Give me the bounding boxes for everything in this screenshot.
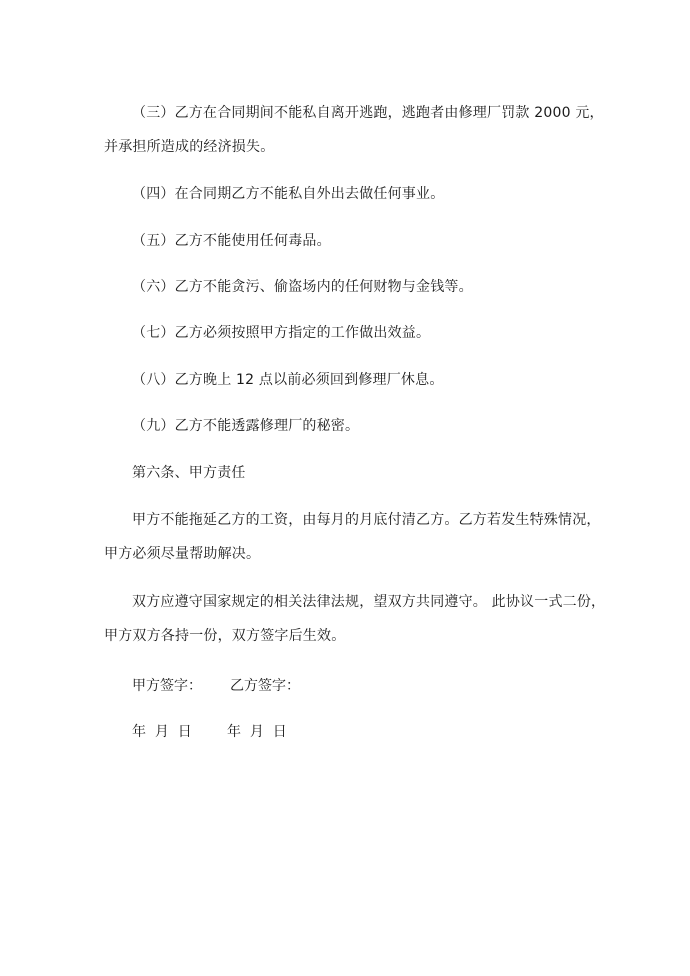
- clause-7: （七）乙方必须按照甲方指定的工作做出效益。: [132, 325, 431, 341]
- clause-3-line-2: 并承担所造成的经济损失。: [104, 139, 275, 155]
- party-b-date: 年 月 日: [227, 724, 287, 740]
- clause-6: （六）乙方不能贪污、偷盗场内的任何财物与金钱等。: [132, 279, 473, 295]
- party-b-signature-label: 乙方签字：: [230, 678, 300, 694]
- paragraph-2-line-2: 甲方双方各持一份，双方签字后生效。: [104, 628, 346, 644]
- clause-3-line-1: （三）乙方在合同期间不能私自离开逃跑，逃跑者由修理厂罚款 2000 元，: [132, 105, 604, 121]
- clause-4: （四）在合同期乙方不能私自外出去做任何事业。: [132, 186, 445, 202]
- clause-9: （九）乙方不能透露修理厂的秘密。: [132, 418, 360, 434]
- section-heading: 第六条、甲方责任: [132, 465, 246, 481]
- paragraph-1-line-1: 甲方不能拖延乙方的工资，由每月的月底付清乙方。乙方若发生特殊情况，: [132, 512, 601, 528]
- party-a-date: 年 月 日: [132, 724, 192, 740]
- paragraph-2-line-1: 双方应遵守国家规定的相关法律法规，望双方共同遵守。 此协议一式二份，: [132, 594, 606, 610]
- clause-8: （八）乙方晚上 12 点以前必须回到修理厂休息。: [132, 372, 444, 388]
- paragraph-1-line-2: 甲方必须尽量帮助解决。: [104, 546, 261, 562]
- party-a-signature-label: 甲方签字：: [132, 678, 202, 694]
- clause-5: （五）乙方不能使用任何毒品。: [132, 233, 331, 249]
